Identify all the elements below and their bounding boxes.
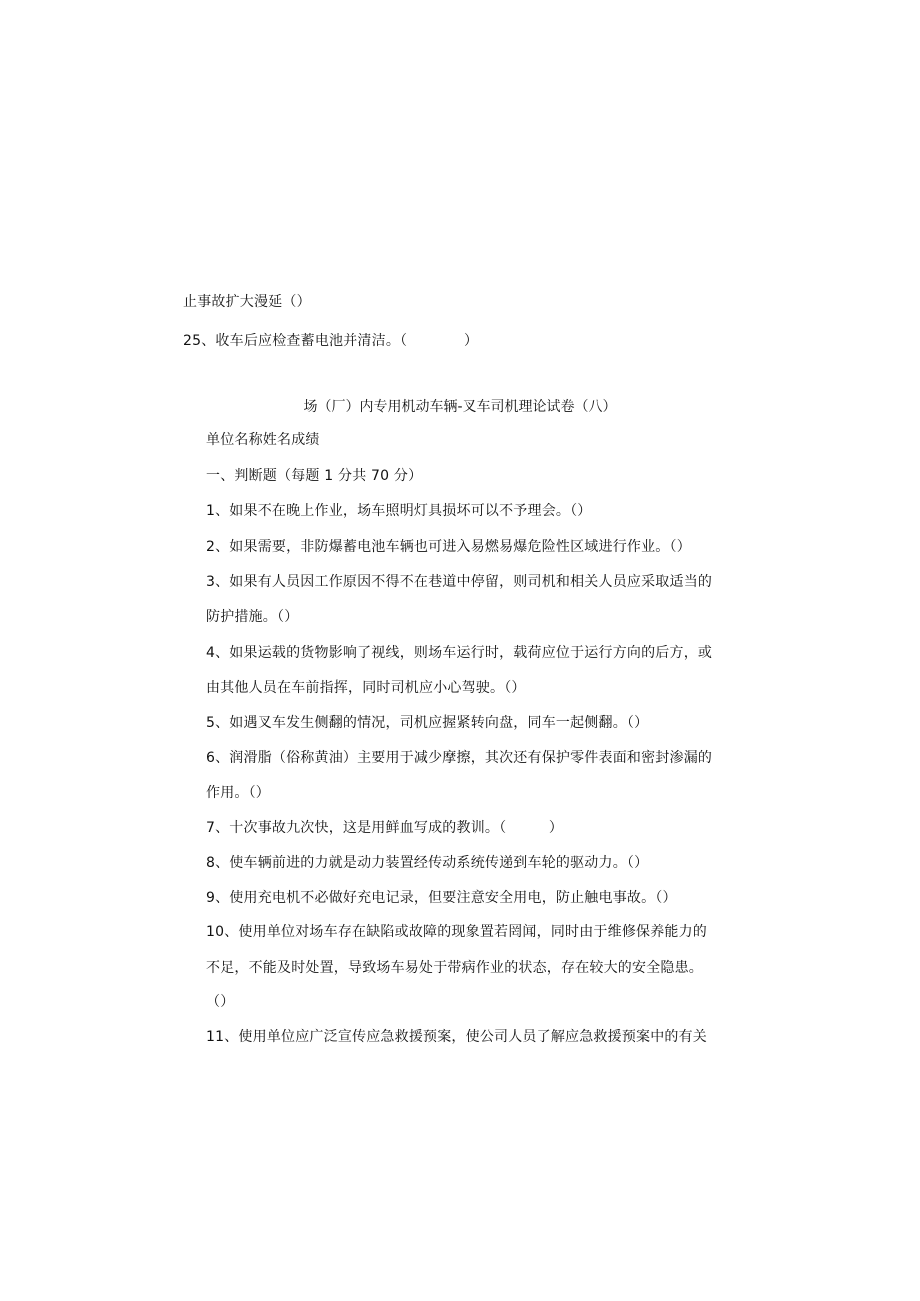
section-heading: 一、判断题（每题 1 分共 70 分）	[206, 468, 423, 484]
question-10: 10、使用单位对场车存在缺陷或故障的现象置若罔闻，同时由于维修保养能力的	[206, 924, 708, 940]
question-9: 9、使用充电机不必做好充电记录，但要注意安全用电，防止触电事故。（）	[206, 890, 677, 906]
question-1: 1、如果不在晚上作业，场车照明灯具损坏可以不予理会。（）	[206, 503, 592, 519]
question-4: 4、如果运载的货物影响了视线，则场车运行时，载荷应位于运行方向的后方，或	[206, 645, 713, 661]
question-10-cont: 不足，不能及时处置，导致场车易处于带病作业的状态，存在较大的安全隐患。	[206, 960, 703, 976]
question-7: 7、十次事故九次快，这是用鲜血写成的教训。（ ）	[206, 820, 564, 836]
exam-title: 场（厂）内专用机动车辆-叉车司机理论试卷（八）	[303, 399, 617, 415]
question-10-answer: （）	[206, 994, 235, 1010]
question-6-cont: 作用。（）	[206, 785, 270, 801]
question-3: 3、如果有人员因工作原因不得不在巷道中停留，则司机和相关人员应采取适当的	[206, 574, 713, 590]
question-2: 2、如果需要，非防爆蓄电池车辆也可进入易燃易爆危险性区域进行作业。（）	[206, 539, 691, 555]
question-fragment: 止事故扩大漫延（）	[183, 294, 311, 310]
question-5: 5、如遇叉车发生侧翻的情况，司机应握紧转向盘，同车一起侧翻。（）	[206, 715, 649, 731]
question-6: 6、润滑脂（俗称黄油）主要用于减少摩擦，其次还有保护零件表面和密封渗漏的	[206, 750, 713, 766]
info-line: 单位名称姓名成绩	[206, 432, 320, 448]
question-11: 11、使用单位应广泛宣传应急救援预案，使公司人员了解应急救援预案中的有关	[206, 1029, 708, 1045]
question-4-cont: 由其他人员在车前指挥，同时司机应小心驾驶。（）	[206, 680, 526, 696]
question-25: 25、收车后应检查蓄电池并清洁。（ ）	[183, 333, 479, 349]
question-8: 8、使车辆前进的力就是动力装置经传动系统传递到车轮的驱动力。（）	[206, 855, 649, 871]
question-3-cont: 防护措施。（）	[206, 609, 299, 625]
